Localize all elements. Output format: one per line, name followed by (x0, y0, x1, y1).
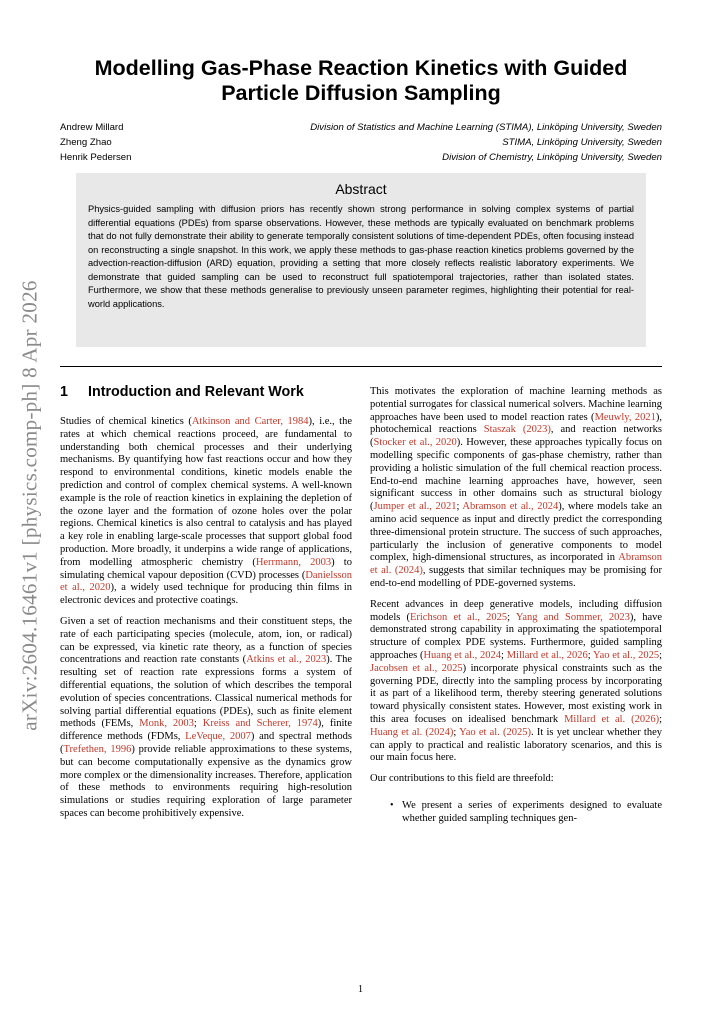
title-line-2: Particle Diffusion Sampling (221, 81, 501, 105)
text-run: ), where models take an amino acid sequence as input and directly predict the corresponding three-dimensional protein structure. The success of such approaches, particularly the inclusion of generative components to model complex, high-dimensional structures, as incorporated in (370, 501, 662, 564)
citation-link[interactable]: Erichson et al., 2025 (409, 611, 508, 623)
paragraph (60, 416, 352, 608)
text-run: ; (659, 713, 662, 725)
text-run: , suggests that similar techniques may be promising for end-to-end modelling of PDE-governed systems. (370, 565, 662, 589)
author-name: Zheng Zhao (60, 137, 112, 148)
arxiv-identifier (6, 260, 54, 750)
text-run: ), finite difference methods (FDMs, (60, 718, 352, 743)
author-affiliation: STIMA, Linköping University, Sweden (502, 137, 662, 148)
paragraph: Our contributions to this field are threefold: (370, 773, 554, 785)
abstract-heading: Abstract (335, 181, 387, 197)
right-column (370, 386, 662, 826)
citation-link[interactable]: Abramson et al. (2024) (370, 552, 662, 577)
section-divider (60, 366, 662, 367)
citation-link[interactable]: Staszak (2023) (483, 424, 551, 436)
author-row (60, 120, 662, 135)
author-name: Henrik Pedersen (60, 152, 132, 163)
abstract-text: Physics-guided sampling with diffusion priors has recently shown strong performance in solving complex systems of partial differential equations (PDEs) from sparse observations. However, these methods are typically evaluated on benchmark problems that do not fully demonstrate their ability to generate temporally consistent solutions of time-dependent PDEs, often focusing instead on reconstructing a single snapshot. In this work, we apply these methods to gas-phase reaction kinetics problems governed by the advection-reaction-diffusion (ARD) equation, providing a setting that more closely reflects realistic laboratory experiments. We demonstrate that guided sampling can be used to reconstruct full spatiotemporal trajectories, rather than isolated states. Furthermore, we show that these methods generalise to previously unseen parameter regimes, highlighting their potential for real-world applications. (88, 204, 634, 309)
text-run: Studies of chemical kinetics ( (60, 416, 192, 427)
citation-link[interactable]: Jumper et al., 2021 (373, 501, 457, 513)
section-title: Introduction and Relevant Work (88, 384, 304, 400)
citation-link[interactable]: Millard et al. (2026) (564, 713, 660, 725)
author-block (60, 120, 662, 165)
page-number: 1 (357, 984, 364, 995)
text-run: ) provide reliable approximations to these systems, but can become computationally expensive as the dynamics grow more complex or the dimensionality increases. Therefore, application of these methods to environments requiring high-resolution simulations or studies requiring exploration of large parameter spaces can become prohibitively expensive. (60, 743, 352, 819)
list-item: • We present a series of experiments designed to evaluate whether guided sampling techniques gen- (390, 800, 662, 826)
text-run: ), i.e., the rates at which chemical reactions proceed, are fundamental to understanding both chemical processes and their underlying mechanisms. By quantifying how fast reactions occur and how they respond to environmental conditions, kinetic models enable the prediction and control of complex chemical systems. A well-known example is the role of reaction kinetics in explaining the depletion of the ozone layer and the formation of ozone holes over the polar regions. Chemical kinetics is also central to catalysis and has played a key role in enabling large-scale processes that support global food production. More broadly, it underpins a wide range of applications, from modelling atmospheric chemistry ( (60, 416, 353, 568)
citation-link[interactable]: Meuwly, 2021 (594, 411, 656, 423)
citation-link[interactable]: Stocker et al., 2020 (373, 437, 457, 449)
text-run: ). The resulting set of reaction rate expressions forms a system of differential equations, the solution of which describes the temporal evolution of species concentrations. Classical numerical methods for solving partial differential equations (PDEs), such as finite element methods (FEMs, (60, 654, 352, 730)
text-run: ) incorporate physical constraints such as the governing PDE, directly into the sampling process by incorporating it as part of a likelihood term, thereby steering generated solutions toward physically consistent states. However, most existing work in this area focuses on idealised benchmark (370, 662, 662, 725)
text-run: Given a set of reaction mechanisms and their constituent steps, the rate of each participating species (molecule, atom, ion, or radical) can be expressed, via kinetic rate theory, as a function of species concentrations and reaction rate constants ( (60, 615, 352, 666)
author-row (60, 150, 662, 165)
citation-link[interactable]: Yao et al. (2025) (459, 726, 532, 738)
author-affiliation: Division of Chemistry, Linköping University, Sweden (442, 152, 662, 163)
paragraph (60, 616, 352, 821)
text-run: This motivates the exploration of machine learning methods as potential surrogates for classical numerical solvers. Machine learning approaches have been used to model reaction rates ( (370, 386, 662, 423)
citation-link[interactable]: Yao et al., 2025 (593, 649, 660, 661)
text-run: ) and spectral methods ( (60, 731, 352, 755)
citation-link[interactable]: Trefethen, 1996 (63, 743, 132, 755)
text-run: ; (453, 726, 460, 738)
text-run: Recent advances in deep generative models, including diffusion models ( (370, 598, 662, 623)
text-run: ), a widely used technique for producing thin films in electronic devices and protective coatings. (60, 582, 352, 607)
citation-link[interactable]: Huang et al., 2024 (423, 649, 502, 661)
abstract-box (76, 173, 646, 347)
author-affiliation: Division of Statistics and Machine Learning (STIMA), Linköping University, Sweden (310, 122, 662, 133)
citation-link[interactable]: Herrmann, 2003 (255, 556, 332, 568)
title-line-1: Modelling Gas-Phase Reaction Kinetics with Guided (94, 56, 628, 80)
citation-link[interactable]: Atkins et al., 2023 (246, 654, 327, 666)
author-row (60, 135, 662, 150)
citation-link[interactable]: LeVeque, 2007 (185, 731, 251, 743)
paper-title (60, 56, 662, 106)
citation-link[interactable]: Monk, 2003 (139, 718, 194, 730)
citation-link[interactable]: Yang and Sommer, 2023 (515, 611, 630, 623)
text-run: ; (501, 649, 507, 661)
paragraph (370, 386, 662, 591)
contributions-list (370, 800, 662, 826)
citation-link[interactable]: Atkinson and Carter, 1984 (191, 416, 309, 427)
section-heading (60, 382, 352, 402)
author-name: Andrew Millard (60, 122, 124, 133)
text-run: ). However, these approaches typically focus on modelling specific components of gas-phase chemistry, rather than providing a holistic simulation of the full chemical reaction process. End-to-end machine learning approaches have, however, seen significant success in other domains such as structural biology ( (370, 437, 663, 513)
text-run: ; (507, 611, 516, 623)
text-run: ; (659, 649, 662, 661)
citation-link[interactable]: Kreiss and Scherer, 1974 (202, 718, 318, 730)
text-run: ), have demonstrated strong capability in approximating the spatiotemporal structure of complex PDE systems. Furthermore, guided sampling approaches ( (370, 611, 663, 661)
text-run: ) to simulating chemical vapour deposition (CVD) processes ( (60, 556, 352, 581)
left-column (60, 382, 352, 829)
text-run: , and reaction networks ( (370, 424, 662, 449)
citation-link[interactable]: Danielsson et al., 2020 (60, 569, 352, 594)
text-run: . It is yet unclear whether they can apply to practical and realistic laboratory scenarios, and this is our main focus here. (370, 726, 662, 764)
citation-link[interactable]: Abramson et al., 2024 (462, 501, 559, 513)
arxiv-identifier-text: arXiv:2604.16461v1 [physics.comp-ph] 8 Apr 2026 (17, 279, 42, 731)
section-number: 1 (60, 384, 68, 400)
text-run: ), photochemical reactions (370, 411, 662, 436)
citation-link[interactable]: Jacobsen et al., 2025 (370, 662, 463, 674)
citation-link[interactable]: Millard et al., 2026 (506, 649, 588, 661)
citation-link[interactable]: Huang et al. (2024) (370, 726, 454, 738)
paragraph (370, 599, 662, 765)
text-run: ; (587, 649, 594, 661)
text-run: ; (193, 718, 203, 730)
text-run: ; (456, 501, 463, 513)
